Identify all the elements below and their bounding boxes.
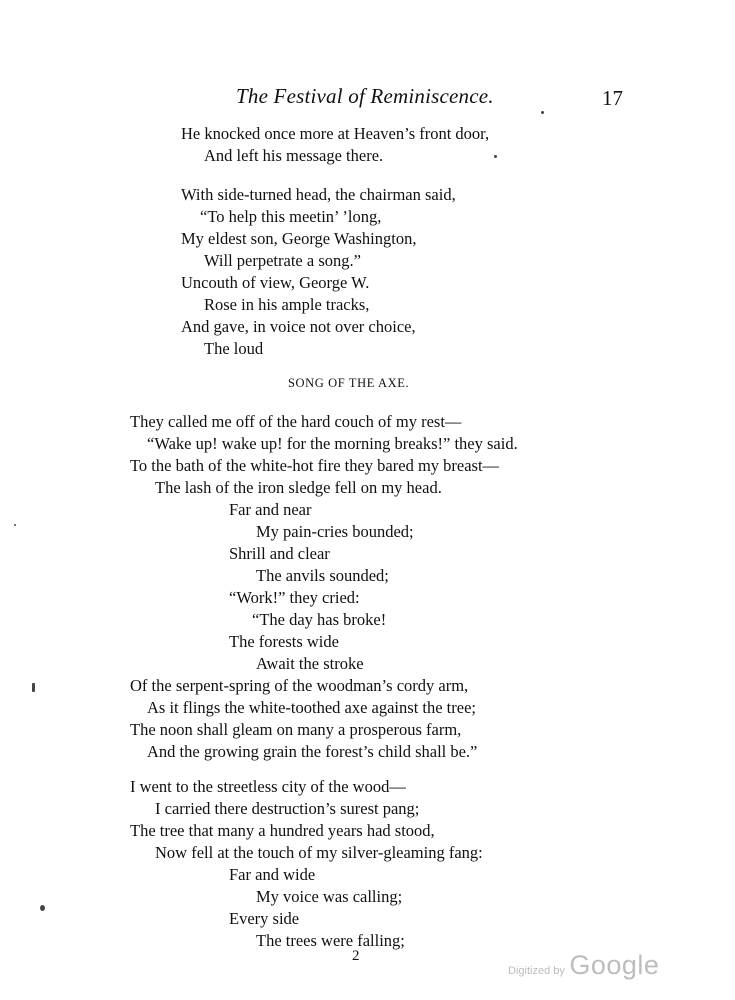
poem-line: They called me off of the hard couch of my rest— [130, 412, 462, 431]
watermark-brand: Google [569, 950, 660, 980]
poem-line: Of the serpent-spring of the woodman’s cordy arm, [130, 676, 469, 695]
signature-mark: 2 [352, 948, 360, 964]
poem-line: My eldest son, George Washington, [181, 229, 417, 248]
poem-line: Will perpetrate a song.” [204, 251, 361, 270]
digitized-by-google-watermark [508, 950, 659, 981]
poem-line: The loud [204, 339, 264, 358]
scan-speck [40, 905, 45, 911]
poem-line: As it flings the white-toothed axe against the tree; [147, 698, 476, 717]
poem-line: The lash of the iron sledge fell on my head. [155, 478, 442, 497]
poem-line: “The day has broke! [252, 610, 387, 629]
poem-line: The tree that many a hundred years had stood, [130, 821, 435, 840]
poem-line: Uncouth of view, George W. [181, 273, 370, 292]
scan-speck [14, 524, 16, 526]
poem-line: And left his message there. [204, 146, 384, 165]
poem-line: The forests wide [229, 632, 339, 651]
song-title: SONG OF THE AXE. [288, 376, 410, 390]
poem-line: Rose in his ample tracks, [204, 295, 370, 314]
scan-speck [541, 111, 544, 114]
running-header-title: The Festival of Reminiscence. [236, 84, 494, 108]
poem-line: Far and near [229, 500, 312, 519]
scan-speck [32, 683, 35, 692]
page-number: 17 [602, 86, 623, 110]
poem-line: Shrill and clear [229, 544, 330, 563]
poem-line: I went to the streetless city of the wood— [130, 777, 406, 796]
poem-line: My voice was calling; [256, 887, 403, 906]
poem-line: He knocked once more at Heaven’s front door, [181, 124, 490, 143]
poem-line: The anvils sounded; [256, 566, 389, 585]
poem-line: “Wake up! wake up! for the morning breaks!” they said. [147, 434, 518, 453]
poem-line: And the growing grain the forest’s child shall be.” [147, 742, 478, 761]
poem-line: I carried there destruction’s surest pang; [155, 799, 420, 818]
poem-line: My pain-cries bounded; [256, 522, 414, 541]
poem-line: Every side [229, 909, 300, 928]
poem-line: Now fell at the touch of my silver-gleaming fang: [155, 843, 483, 862]
poem-line: And gave, in voice not over choice, [181, 317, 416, 336]
poem-line: The trees were falling; [256, 931, 405, 950]
poem-line: Await the stroke [256, 654, 364, 673]
poem-line: “Work!” they cried: [229, 588, 360, 607]
poem-line: The noon shall gleam on many a prosperous farm, [130, 720, 462, 739]
poem-line: With side-turned head, the chairman said, [181, 185, 456, 204]
scan-speck [494, 155, 497, 158]
poem-line: To the bath of the white-hot fire they bared my breast— [130, 456, 500, 475]
poem-line: Far and wide [229, 865, 316, 884]
poem-line: “To help this meetin’ ’long, [200, 207, 382, 226]
watermark-prefix: Digitized by [508, 965, 565, 977]
